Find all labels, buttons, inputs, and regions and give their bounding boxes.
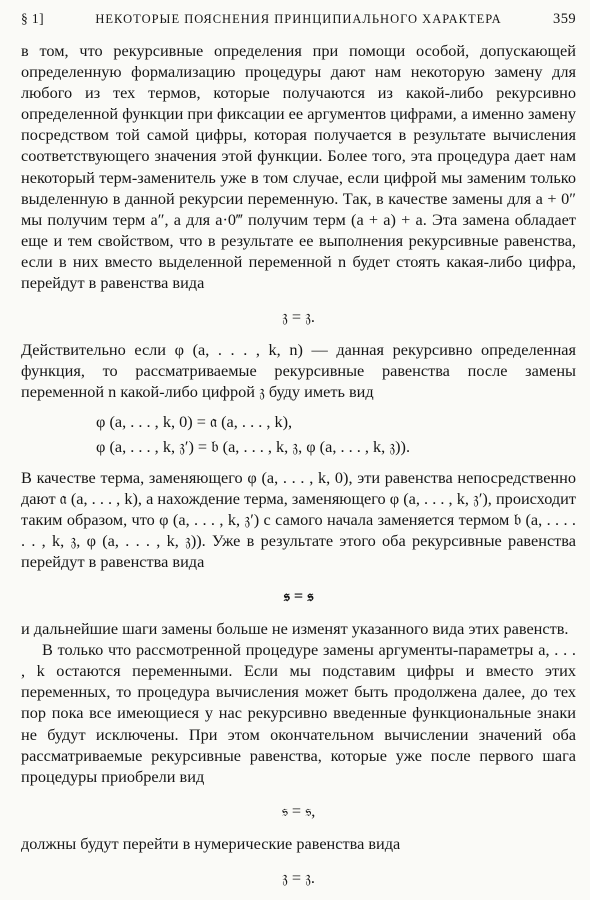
display-equation: 𝔷 = 𝔷.: [282, 868, 315, 887]
recursion-equations: [21, 409, 576, 459]
paragraph: В только что рассмотренной процедуре замены аргументы-параметры a, . . . , k остаются переменными. Если мы подставим цифры и вместо этих переменных, то процедура вычисления может быть продолжена далее, до тех пор пока все имеющиеся у нас рекурсивно введенные функциональные знаки не будут исключены. При этом окончательном вычислении значений оба рассматриваемые рекурсивные равенства, которые уже после первого шага процедуры приобрели вид: [21, 640, 576, 786]
formula-line: φ (a, . . . , k, 𝔷′) = 𝔟 (a, . . . , k, 𝔷, φ (a, . . . , k, 𝔷)).: [96, 436, 411, 456]
page-body: [21, 40, 576, 888]
paragraph: должны будут перейти в нумерические равенства вида: [21, 833, 401, 853]
page-number: 359: [553, 11, 576, 27]
formula-line: φ (a, . . . , k, 0) = 𝔞 (a, . . . , k),: [96, 411, 293, 431]
display-equation: 𝔰 = 𝔰: [283, 585, 314, 605]
running-title: НЕКОТОРЫЕ ПОЯСНЕНИЯ ПРИНЦИПИАЛЬНОГО ХАРАКТЕРА: [95, 12, 502, 26]
paragraph: в том, что рекурсивные определения при помощи особой, допускающей определенную формализацию процедуры дают нам некоторую замену для любого из тех термов, которые получаются из какой-либо рекурсивно определенной функции при фиксации ее аргументов цифрами, а именно замену посредством той самой цифры, которая получается в результате вычисления соответствующего значения этой функции. Более того, эта процедура дает нам некоторый терм-заменитель уже в том случае, если цифрой мы заменим только выделенную в данной рекурсии переменную. Так, в качестве замены для a + 0″ мы получим терм a″, а для a·0‴ получим терм (a + a) + a. Эта замена обладает еще и тем свойством, что в результате ее выполнения рекурсивные равенства, если в них вместо выделенной переменной n будет стоять какая-либо цифра, перейдут в равенства вида: [21, 41, 576, 293]
paragraph: В качестве терма, заменяющего φ (a, . . . , k, 0), эти равенства непосредственно дают 𝔞 (a, . . . , k), а нахождение терма, заменяющего φ (a, . . . , k, 𝔷′), происходит таким образом, что φ (a, . . . , k, 𝔷′) с самого начала заменяется термом 𝔟 (a, . . . . . . , k, 𝔷, φ (a, . . . , k, 𝔷)). Уже в результате этого оба рекурсивные равенства перейдут в равенства вида: [21, 467, 576, 571]
paragraph: Действительно если φ (a, . . . , k, n) — данная рекурсивно определенная функция, то рассматриваемые рекурсивные равенства после замены переменной n какой-либо цифрой 𝔷 буду иметь вид: [21, 340, 576, 402]
running-header: [21, 6, 576, 32]
paragraph: и дальнейшие шаги замены больше не изменят указанного вида этих равенств.: [21, 619, 569, 639]
section-marker: § 1]: [21, 11, 44, 26]
display-equation: 𝔰 = 𝔰,: [281, 800, 316, 820]
display-equation: 𝔷 = 𝔷.: [282, 307, 315, 327]
